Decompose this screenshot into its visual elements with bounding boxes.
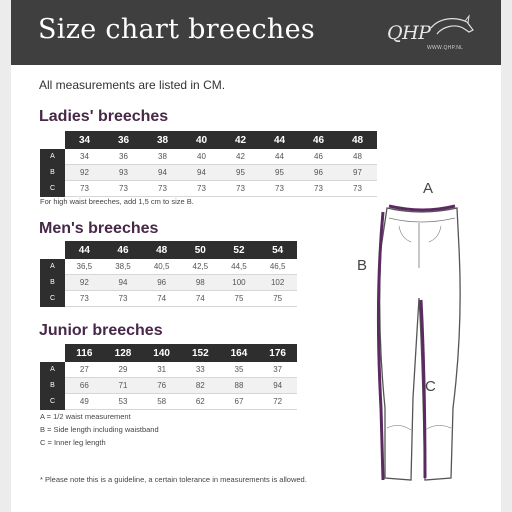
size-header: 164 [220, 344, 259, 362]
ladies-size-row [40, 131, 377, 149]
size-header: 48 [142, 241, 181, 259]
table-cell: 48 [338, 149, 377, 165]
table-cell: 42,5 [181, 259, 220, 275]
table-cell: 92 [65, 275, 104, 291]
label-c: C [425, 378, 436, 395]
size-header: 44 [65, 241, 104, 259]
table-cell: 95 [221, 165, 260, 181]
table-cell: 97 [338, 165, 377, 181]
ladies-note: For high waist breeches, add 1,5 cm to size B. [40, 197, 194, 206]
table-cell: 82 [181, 378, 220, 394]
size-header: 48 [338, 131, 377, 149]
row-label: A [40, 362, 65, 378]
ladies-table [40, 131, 377, 197]
table-row [40, 291, 297, 307]
table-cell: 71 [104, 378, 143, 394]
row-label: C [40, 291, 65, 307]
size-header: 44 [260, 131, 299, 149]
table-cell: 95 [260, 165, 299, 181]
table-row [40, 181, 377, 197]
table-row [40, 394, 297, 410]
men-table [40, 241, 297, 307]
men-size-row [40, 241, 297, 259]
table-cell: 38,5 [104, 259, 143, 275]
table-cell: 40 [182, 149, 221, 165]
table-cell: 44,5 [220, 259, 259, 275]
table-cell: 74 [181, 291, 220, 307]
size-header: 36 [104, 131, 143, 149]
table-cell: 37 [258, 362, 297, 378]
table-cell: 46,5 [258, 259, 297, 275]
row-label: B [40, 378, 65, 394]
table-cell: 27 [65, 362, 104, 378]
size-chart-sheet [11, 0, 501, 512]
table-cell: 98 [181, 275, 220, 291]
junior-title: Junior breeches [39, 322, 163, 339]
table-cell: 31 [142, 362, 181, 378]
table-cell: 40,5 [142, 259, 181, 275]
table-cell: 35 [220, 362, 259, 378]
table-cell: 44 [260, 149, 299, 165]
size-header: 50 [181, 241, 220, 259]
size-header: 46 [299, 131, 338, 149]
table-cell: 42 [221, 149, 260, 165]
legend-item: C = Inner leg length [40, 438, 106, 447]
table-cell: 73 [104, 291, 143, 307]
table-cell: 67 [220, 394, 259, 410]
table-cell: 102 [258, 275, 297, 291]
table-cell: 73 [299, 181, 338, 197]
table-row [40, 362, 297, 378]
qhp-logo [381, 14, 481, 56]
table-cell: 92 [65, 165, 104, 181]
table-cell: 58 [142, 394, 181, 410]
table-cell: 66 [65, 378, 104, 394]
size-header: 42 [221, 131, 260, 149]
row-label: A [40, 149, 65, 165]
table-cell: 94 [104, 275, 143, 291]
table-cell: 73 [143, 181, 182, 197]
breeches-outline [380, 208, 460, 480]
table-corner [40, 241, 65, 259]
table-cell: 73 [104, 181, 143, 197]
row-label: B [40, 275, 65, 291]
header-bar [11, 0, 501, 65]
size-header: 54 [258, 241, 297, 259]
table-cell: 38 [143, 149, 182, 165]
size-header: 34 [65, 131, 104, 149]
table-cell: 73 [221, 181, 260, 197]
table-cell: 73 [260, 181, 299, 197]
size-header: 46 [104, 241, 143, 259]
table-corner [40, 131, 65, 149]
size-header: 176 [258, 344, 297, 362]
table-cell: 34 [65, 149, 104, 165]
table-cell: 46 [299, 149, 338, 165]
table-cell: 75 [220, 291, 259, 307]
label-a: A [423, 180, 434, 197]
table-cell: 88 [220, 378, 259, 394]
table-cell: 96 [142, 275, 181, 291]
table-corner [40, 344, 65, 362]
row-label: C [40, 394, 65, 410]
size-header: 128 [104, 344, 143, 362]
men-title: Men's breeches [39, 220, 159, 237]
logo-text: QHP [387, 22, 431, 44]
table-cell: 36,5 [65, 259, 104, 275]
table-cell: 73 [338, 181, 377, 197]
table-cell: 74 [142, 291, 181, 307]
table-cell: 29 [104, 362, 143, 378]
size-header: 140 [142, 344, 181, 362]
junior-size-row [40, 344, 297, 362]
measurement-legend [40, 410, 159, 449]
table-cell: 93 [104, 165, 143, 181]
legend-item: B = Side length including waistband [40, 425, 159, 434]
table-row [40, 378, 297, 394]
table-cell: 75 [258, 291, 297, 307]
table-cell: 73 [182, 181, 221, 197]
table-cell: 76 [142, 378, 181, 394]
logo-url: WWW.QHP.NL [427, 45, 464, 51]
table-cell: 96 [299, 165, 338, 181]
table-cell: 53 [104, 394, 143, 410]
ladies-title: Ladies' breeches [39, 108, 169, 125]
table-cell: 49 [65, 394, 104, 410]
measure-a-line [389, 206, 455, 210]
footer-disclaimer: * Please note this is a guideline, a certain tolerance in measurements is allowed. [40, 475, 307, 484]
size-header: 52 [220, 241, 259, 259]
label-b: B [357, 257, 368, 274]
row-label: C [40, 181, 65, 197]
table-cell: 94 [182, 165, 221, 181]
table-cell: 73 [65, 291, 104, 307]
table-cell: 94 [143, 165, 182, 181]
table-cell: 36 [104, 149, 143, 165]
table-row [40, 149, 377, 165]
table-cell: 73 [65, 181, 104, 197]
table-row [40, 275, 297, 291]
row-label: A [40, 259, 65, 275]
table-cell: 62 [181, 394, 220, 410]
row-label: B [40, 165, 65, 181]
size-header: 152 [181, 344, 220, 362]
size-header: 40 [182, 131, 221, 149]
size-header: 116 [65, 344, 104, 362]
page-title: Size chart breeches [38, 14, 316, 45]
junior-table [40, 344, 297, 410]
table-cell: 72 [258, 394, 297, 410]
table-row [40, 165, 377, 181]
table-cell: 100 [220, 275, 259, 291]
table-cell: 33 [181, 362, 220, 378]
size-header: 38 [143, 131, 182, 149]
table-row [40, 259, 297, 275]
intro-text: All measurements are listed in CM. [39, 78, 226, 92]
breeches-diagram [341, 178, 491, 490]
legend-item: A = 1/2 waist measurement [40, 412, 131, 421]
table-cell: 94 [258, 378, 297, 394]
breeches-illustration [341, 178, 491, 490]
